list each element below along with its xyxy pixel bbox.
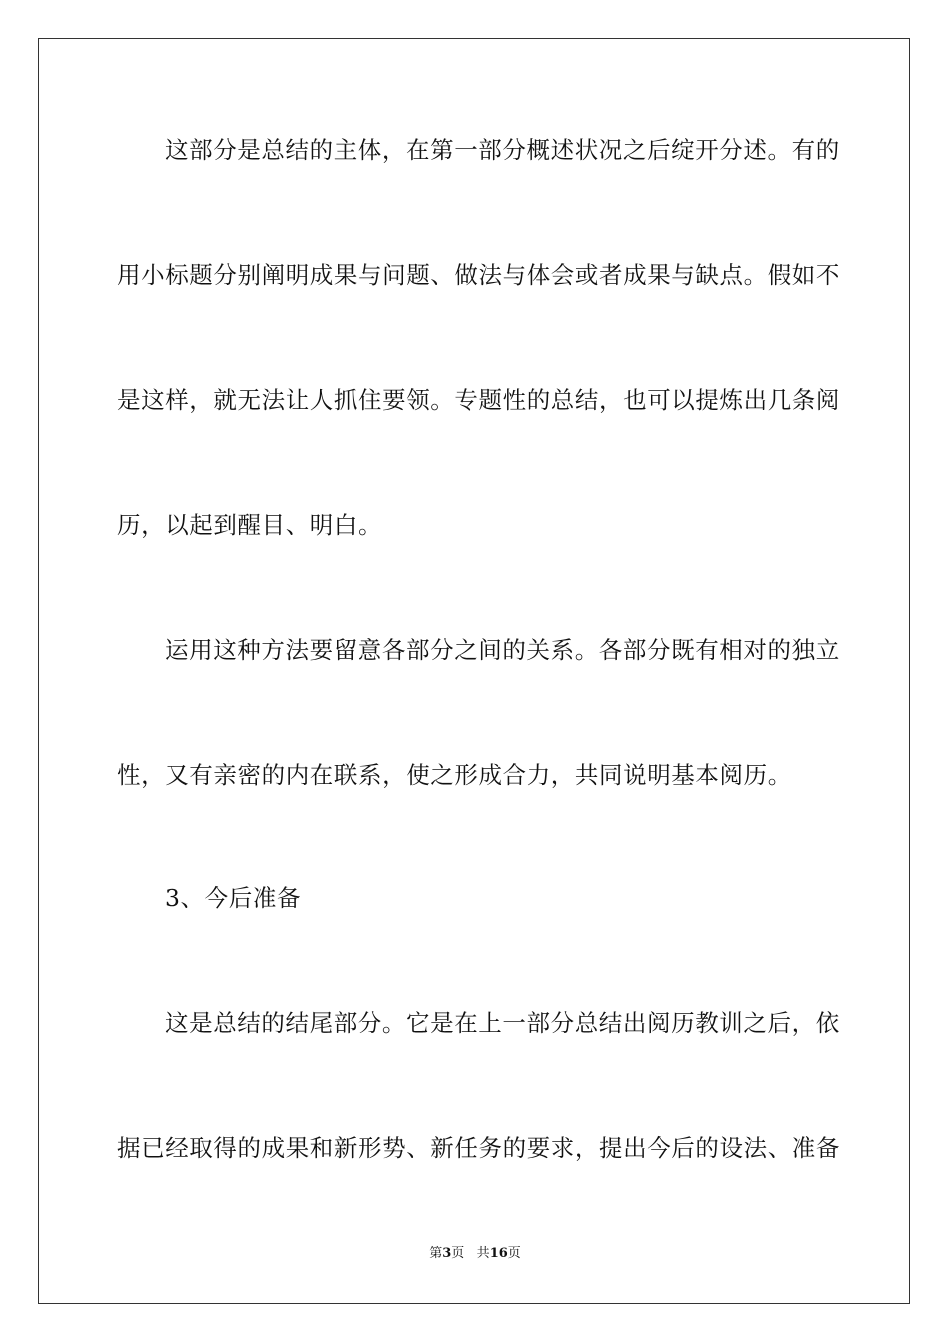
paragraph-1-line-2: 用小标题分别阐明成果与问题、做法与体会或者成果与缺点。假如不 bbox=[117, 261, 840, 289]
page-number: 3 bbox=[442, 1246, 452, 1261]
paragraph-2-line-2: 性，又有亲密的内在联系，使之形成合力，共同说明基本阅历。 bbox=[117, 761, 792, 789]
paragraph-3-line-1: 这是总结的结尾部分。它是在上一部分总结出阅历教训之后，依 bbox=[165, 1009, 840, 1037]
total-prefix: 共 bbox=[476, 1246, 490, 1261]
page-border bbox=[38, 38, 910, 1304]
page-suffix: 页 bbox=[451, 1246, 465, 1261]
paragraph-1-line-3: 是这样，就无法让人抓住要领。专题性的总结，也可以提炼出几条阅 bbox=[117, 386, 840, 414]
page-prefix: 第 bbox=[429, 1246, 443, 1261]
paragraph-1-line-1: 这部分是总结的主体，在第一部分概述状况之后绽开分述。有的 bbox=[165, 136, 840, 164]
page-footer bbox=[0, 1245, 950, 1263]
paragraph-3-line-2: 据已经取得的成果和新形势、新任务的要求，提出今后的设法、准备 bbox=[117, 1134, 840, 1162]
paragraph-1-line-4: 历，以起到醒目、明白。 bbox=[117, 511, 383, 539]
total-pages: 16 bbox=[489, 1246, 508, 1261]
section-heading: 3、今后准备 bbox=[165, 884, 302, 912]
total-suffix: 页 bbox=[507, 1246, 521, 1261]
paragraph-2-line-1: 运用这种方法要留意各部分之间的关系。各部分既有相对的独立 bbox=[165, 636, 840, 664]
